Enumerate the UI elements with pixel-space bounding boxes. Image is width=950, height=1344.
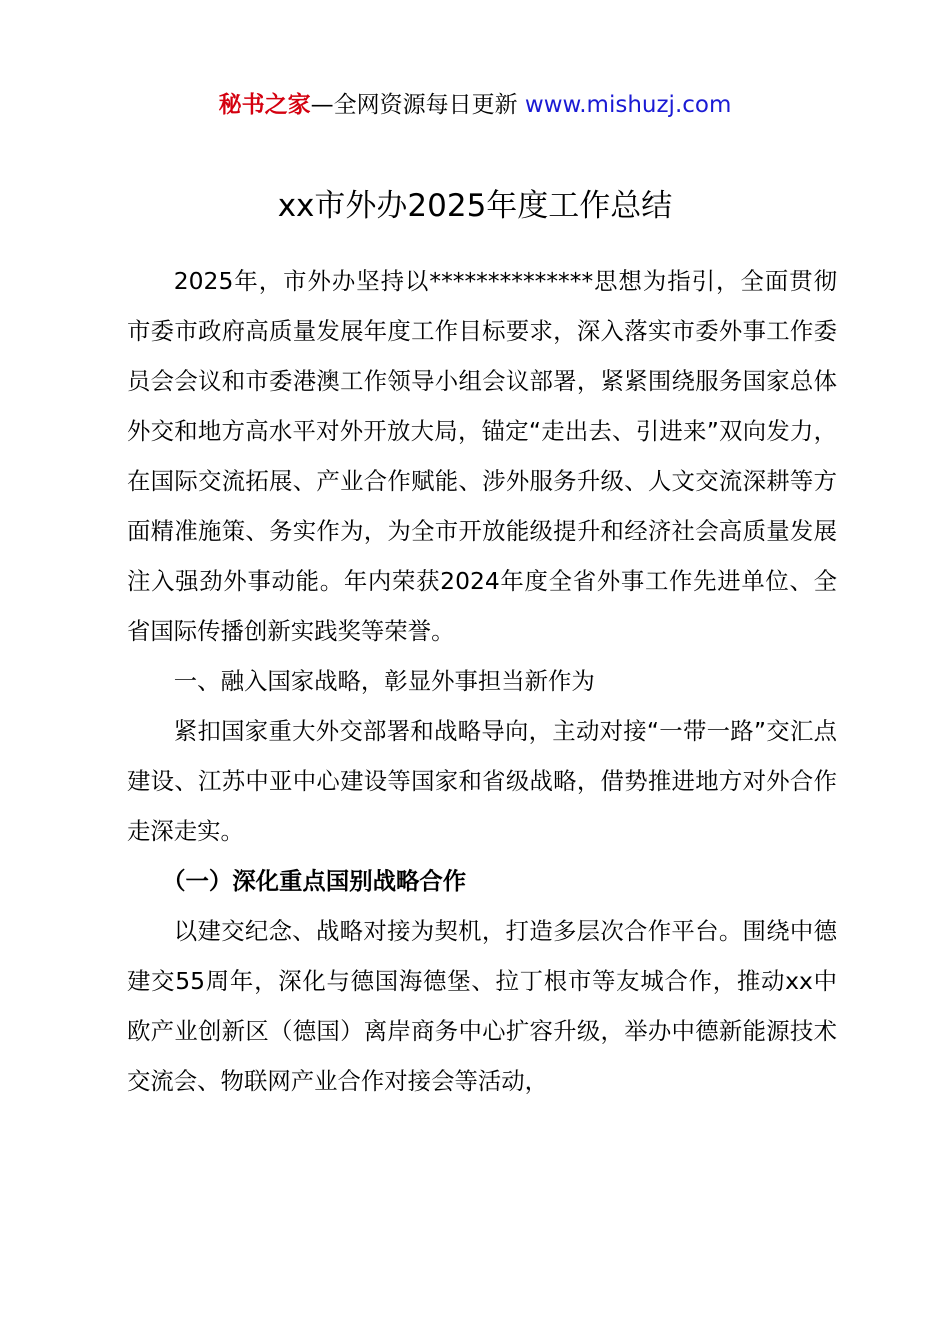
brand-name: 秘书之家 xyxy=(218,92,311,118)
intro-paragraph: 2025年，市外办坚持以**************思想为指引，全面贯彻市委市政府高质量发展年度工作目标要求，深入落实市委外事工作委员会会议和市委港澳工作领导小组会议部署，紧紧围绕服务国家总体外交和地方高水平对外开放大局，锚定“走出去、引进来”双向发力，在国际交流拓展、产业合作赋能、涉外服务升级、人文交流深耕等方面精准施策、务实作为，为全市开放能级提升和经济社会高质量发展注入强劲外事动能。年内荣获2024年度全省外事工作先进单位、全省国际传播创新实践奖等荣誉。 xyxy=(127,267,837,645)
subsection-paragraph: 以建交纪念、战略对接为契机，打造多层次合作平台。围绕中德建交55周年，深化与德国海德堡、拉丁根市等友城合作，推动xx中欧产业创新区（德国）离岸商务中心扩容升级，举办中德新能源技术交流会、物联网产业合作对接会等活动， xyxy=(127,917,837,1095)
section-paragraph: 紧扣国家重大外交部署和战略导向，主动对接“一带一路”交汇点建设、江苏中亚中心建设等国家和省级战略，借势推进地方对外合作走深走实。 xyxy=(127,717,837,845)
section-heading: 一、融入国家战略，彰显外事担当新作为 xyxy=(173,667,595,695)
header-tagline: —全网资源每日更新 xyxy=(310,92,518,118)
subsection-heading: （一）深化重点国别战略合作 xyxy=(162,867,467,895)
site-header xyxy=(0,88,950,122)
document-body xyxy=(127,256,837,1106)
document-title: xx市外办2025年度工作总结 xyxy=(277,188,673,224)
site-url-link[interactable]: www.mishuzj.com xyxy=(524,92,732,118)
